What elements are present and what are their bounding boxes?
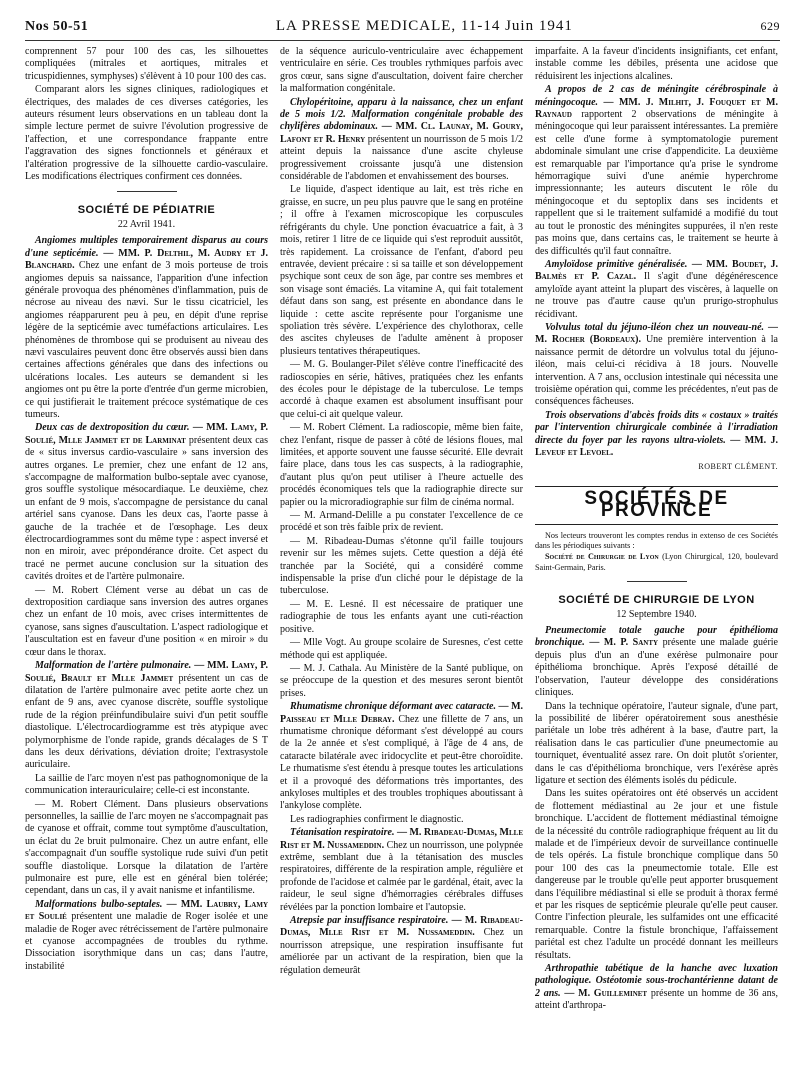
- entry-title: Arthropathie tabétique de la hanche avec luxation pathologique. Ostéotomie sous-trochantérienne datant de 2 ans.: [535, 963, 778, 999]
- entry: [280, 701, 523, 813]
- entry: [280, 915, 523, 977]
- entry-title: Malformations bulbo-septales.: [35, 898, 163, 910]
- entry-text: rapportent 2 observations de méningite à méningocoque qui leur paraissent intéressantes. La première est celle d'une forme à symptomatologie purement abdominale simulant une crise d'appendicite. La deuxième est remarquable par l'importance qu'a prise le syndrome hémorragique suivi d'une anémie hyperchrome impressionnante; les auteurs discutent le rôle du méningocoque et du septoplix dans ses incidents et rappellent que si le traitement sulfamidé a modifié du tout au tout le pronostic des méningites suppurées, il n'en reste pas moins que, dans certains cas, le traitement se heurte à des difficultés qu'il faut connaître.: [535, 109, 778, 257]
- entry-authors: — MM. J. Leveuf et Levoel.: [535, 434, 778, 458]
- entry-title: Deux cas de dextroposition du cœur.: [35, 422, 190, 434]
- entry: [25, 660, 268, 772]
- entry-text: présentent un cas de dilatation de l'artère pulmonaire avec petite aorte chez un enfant de 9 ans, avec cyanose discrète, souffle systolique rude de la région préinfundibulaire suivi d'un petit souffle diastolique. L'électrocardiogramme est très atypique avec polymorphisme de l'onde rapide, grands décalages de S T dans les deux dérivations, déviation droite; l'extrasystole auriculaire.: [25, 672, 268, 771]
- entry-authors: — M. Paisseau et Mlle Debray.: [280, 701, 523, 725]
- entry-title: Volvulus total du jéjuno-iléon chez un nouveau-né.: [545, 321, 765, 333]
- entry: [535, 963, 778, 1013]
- comment: — M. G. Boulanger-Pilet s'élève contre l'inefficacité des radioscopies en série, hâtives, pratiquées chez les enfants des écoles pour le dépistage de la tuberculose. Le temps accordé à chaque examen est absolument insuffisant pour que celui-ci ait quelque valeur.: [280, 359, 523, 420]
- entry: [535, 322, 778, 409]
- column-1: [25, 46, 268, 1076]
- section-date: 12 Septembre 1940.: [616, 608, 697, 620]
- entry: [280, 97, 523, 184]
- entry-authors: — M. Guilleminet: [564, 987, 648, 999]
- page-number: 629: [760, 19, 780, 33]
- entry-title: Tétanisation respiratoire.: [290, 827, 395, 839]
- entry-authors: — M. Rocher (Bordeaux).: [535, 321, 778, 346]
- paragraph: de la séquence auriculo-ventriculaire avec échappement ventriculaire en série. Ces troubles rythmiques parfois avec gros cœur, sans signe d'auscultation, doivent faire chercher la malformation congénitale.: [280, 46, 523, 95]
- entry: [535, 84, 778, 258]
- entry-text: présente une malade guérie depuis plus d'un an d'une exérèse pulmonaire pour épithélioma bronchique. Après l'exposé détaillé de l'observation, l'auteur développe des considérations cliniques.: [535, 637, 778, 699]
- section-divider: [627, 581, 687, 582]
- entry-authors: — MM. J. Milhit, J. Fouquet et M. Raynaud: [535, 96, 778, 121]
- notice-detail: (Lyon Chirurgical, 120, boulevard Saint-Germain, Paris.: [535, 552, 778, 572]
- section-heading: SOCIÉTÉ DE PÉDIATRIE: [77, 204, 216, 217]
- entry-authors: — MM. Cl. Launay, M. Goury, Lafont et R. Henry: [280, 121, 523, 145]
- entry-text: Chez une enfant de 3 mois porteuse de trois angiomes depuis sa naissance, l'apparition d'une infection générale provoqua des phénomènes d'inflammation, puis de nécrose au niveau des nævi. Sur le tissu cicatriciel, les angiomes réapparurent peu à peu, en dépit d'une reprise légère de la septicémie avec tuméfactions articulaires. Les phénomènes de thrombose qui se produisent au niveau des nævi vasculaires peuvent donc être observés aussi bien dans certaines affections générales que dans des infections ou ulcérations locales. Les auteurs se demandent si les angiomes ont pu être la porte d'entrée d'un germe microbien, ce qui justifierait le traitement précoce systématique de ces tumeurs.: [25, 260, 268, 420]
- header-rule: [25, 40, 780, 41]
- notice: Nos lecteurs trouveront les comptes rendus in extenso de ces Sociétés dans les périodiques suivants :: [535, 530, 778, 551]
- notice-society: Société de Chirurgie de Lyon: [545, 552, 659, 562]
- entry-authors: — MM. Boudet, J. Balmès et P. Cazal.: [535, 258, 778, 283]
- entry: [280, 827, 523, 914]
- paragraph: Dans les suites opératoires ont été observés un accident de flottement médiastinal au 2e jour et une fistule bronchique. L'accident de flottement médiastinal témoigne de la nécessité du contrôle radiographique fréquent au lit du malade et de l'impérieux devoir de surveillance continuelle de tels opérés. La fistule bronchique complique dans 50 pour 100 des cas la pneumectomie totale. Elle est dangereuse par le trouble qu'elle peut apporter brusquement dans l'équilibre médiastinal si elle se produit à thorax fermé et par les risques de septicémie pleurale qu'elle peut causer. Contre l'infection pleurale, les sulfamides ont une efficacité remarquable. Contre la fistule bronchique, l'affaissement pariétal est chez l'adulte un procédé donnant les meilleurs résultats.: [535, 788, 778, 961]
- section-divider: [117, 191, 177, 192]
- entry: [25, 422, 268, 583]
- entry: [25, 899, 268, 973]
- paragraph: comprennent 57 pour 100 des cas, les silhouettes compliquées (mitrales et aortiques, mitrales et tricuspidiennes, symphyses) s'élèvent à 10 pour 100 des cas.: [25, 46, 268, 82]
- signature: ROBERT CLÉMENT.: [698, 462, 778, 472]
- entry: [25, 235, 268, 421]
- entry-title: Angiomes multiples temporairement disparus au cours d'une septicémie.: [25, 235, 268, 259]
- entry-text: présentent un nourrisson de 5 mois 1/2 atteint depuis la naissance d'une ascite chyleuse progressivement croissante jusqu'à une distension considérable de l'abdomen et envahissement des bourses.: [280, 133, 523, 183]
- comment: — M. J. Cathala. Au Ministère de la Santé publique, on se préoccupe de la question et des mesures seront bientôt prises.: [280, 662, 523, 699]
- journal-title: LA PRESSE MEDICALE, 11-14 Juin 1941: [275, 18, 573, 34]
- issue-number: Nos 50-51: [25, 19, 89, 34]
- entry-authors: — M. P. Santy: [589, 637, 659, 649]
- notice-periodical: [535, 552, 778, 573]
- paragraph: Le liquide, d'aspect identique au lait, est très riche en graisse, en sucre, un peu plus pauvre que le sang en protéine ; il offre à l'examen microscopique les corpuscules réfrigérants du chyle. Une ponction évacuatrice a fait, à 3 mois, retirer 1 litre de ce liquide qui s'est reproduit aussitôt, très rapidement. La croissance de l'enfant, d'abord peu entravée, devient précaire : si sa taille et son développement psychique sont ceux de son âge, par contre ses membres et son visage sont émaciés. La vitamine A, qui fait totalement défaut dans son sang, est présente en abondance dans le liquide : cette ascite représente pour l'organisme une spoliation très sévère. L'expérience des chylothorax, celle des ascites chyleuses de l'adulte amènent à proposer plusieurs tentatives thérapeutiques.: [280, 184, 523, 357]
- entry-title: Trois observations d'abcès froids dits « costaux » traités par l'intervention chirurgicale combinée à l'irradiation directe du foyer par les rayons ultra-violets.: [535, 409, 778, 446]
- entry-text: Chez une fillette de 7 ans, un rhumatisme chronique déformant s'est développé au cours de la 2e année et s'est compliqué, à l'âge de 4 ans, de cataracte bilatérale avec iridocyclite et peut-être choroïdite. Le rhumatisme s'est étendu à presque toutes les articulations et il a provoqué des déformations très importantes, des ankyloses multiples et des troubles trophiques aboutissant à l'ankylose complète.: [280, 713, 523, 812]
- paragraph: Les radiographies confirment le diagnostic.: [290, 813, 464, 825]
- entry-title: Chylopéritoine, apparu à la naissance, chez un enfant de 5 mois 1/2. Malformation congénitale probable des chylifères abdominaux.: [280, 96, 523, 133]
- section-date: 22 Avril 1941.: [117, 218, 176, 230]
- paragraph: imparfaite. A la faveur d'incidents insignifiants, cet enfant, instable comme les débiles, présenta une acidose que réduisirent les injections alcalines.: [535, 46, 778, 82]
- entry: [535, 259, 778, 321]
- comment: — M. Armand-Delille a pu constater l'excellence de ce procédé et son très faible prix de revient.: [280, 510, 523, 534]
- comment: — Mlle Vogt. Au groupe scolaire de Suresnes, c'est cette méthode qui est appliquée.: [280, 637, 523, 661]
- entry-authors: — M. Ribadeau-Dumas, Mlle Rist et M. Nussameddin.: [280, 827, 523, 851]
- entry-title: A propos de 2 cas de méningite cérébrospinale à méningocoque.: [535, 84, 778, 108]
- entry-text: présentent une maladie de Roger isolée et une maladie de Roger avec rétrécissement de l'artère pulmonaire et cyanose accompagnées de troubles du rythme. Dissociation isorythmique dans un cas; dans l'autre, instabilité: [25, 911, 268, 972]
- entry-text: présentent deux cas de « situs inversus cardio-vasculaire » sans inversion des autres organes. Le premier, chez une enfant de 12 ans, s'accompagne de malformation bulbo-septale avec cyanose, gros souffle systolique mésocardiaque. Le deuxième, chez un enfant de 9 mois, s'accompagne de persistance du canal artériel sans cyanose. Dans les deux cas, l'aorte passe à gauche de la trachée et de l'œsophage. Les deux électrocardiogrammes sont du même type : aspect inversé et non en miroir, avec prépondérance droite. Cet aspect du tracé ne permet aucune conclusion sur la situation des cavités droites et de l'artère pulmonaire.: [25, 434, 268, 583]
- entry-text: présente un homme de 36 ans, atteint d'arthropa-: [535, 987, 778, 1012]
- entry-text: Chez un nourrisson atrepsique, une respiration insuffisante fut améliorée par un activant de la respiration, bien que la régulation demeurât: [280, 927, 523, 976]
- column-3: [535, 46, 778, 1076]
- entry-title: Pneumectomie totale gauche pour épithélioma bronchique.: [535, 625, 778, 649]
- entry: [535, 625, 778, 699]
- banner-heading: SOCIÉTÉS DE PROVINCE: [535, 486, 778, 525]
- entry-text: Il s'agit d'une dégénérescence amyloïde ayant atteint la plupart des viscères, à laquelle on ne trouve pas d'autre cause qu'un prurigo-strophulus récidivant.: [535, 271, 778, 320]
- entry: [535, 410, 778, 460]
- comment: — M. Robert Clément. Dans plusieurs observations personnelles, la saillie de l'arc moyen ne s'accompagnait pas de cyanose et offrait, comme tout symptôme d'auscultation, un éclat du 2e bruit pulmonaire. Chez un autre enfant, elle s'accompagnait d'un souffle systolique rude suivi d'un petit souffle diastolique. Lorsque la dilatation de l'artère pulmonaire est pure, elle est en général bien tolérée; cependant, dans un cas, il y avait nanisme et infantilisme.: [25, 798, 268, 897]
- comment: — M. Robert Clément verse au débat un cas de dextroposition cardiaque sans inversion des autres organes chez un enfant de 10 mois, avec crises intermittentes de cyanose, sans signes d'auscultation. L'aspect radiologique et l'auscultation est en faveur d'une position « en miroir » du cœur dans le thorax.: [25, 584, 268, 658]
- entry-title: Atrepsie par insuffisance respiratoire.: [290, 915, 449, 927]
- column-2: [280, 46, 523, 1076]
- comment: — M. Robert Clément. La radioscopie, même bien faite, chez l'enfant, risque de passer à côté de lésions floues, mal limitées, et apporte souvent une fausse sécurité. Elle devrait faire place, dans tous les cas suspects, à la radiographie, d'autant plus qu'on peut utiliser à l'heure actuelle des procédés économiques tels que la radiographie directe sur papier ou la microradiographie sur film de cinéma normal.: [280, 422, 523, 508]
- comment: — M. E. Lesné. Il est nécessaire de pratiquer une radiographie de tous les enfants ayant une cuti-réaction positive.: [280, 598, 523, 635]
- comment: — M. Ribadeau-Dumas s'étonne qu'il faille toujours revenir sur les mêmes sujets. Cette question a déjà été tranchée par la Société, qui a considéré comme indispensable la prise d'un cliché pour le dépistage de la tuberculose.: [280, 535, 523, 597]
- entry-authors: — MM. Laubry, Lamy et Soulié: [25, 898, 268, 923]
- text-columns: [25, 46, 780, 1076]
- entry-authors: — MM. Lamy, P. Soulié, Brault et Mlle Jammet: [25, 660, 268, 684]
- paragraph: Dans la technique opératoire, l'auteur signale, d'une part, la possibilité de libérer opératoirement sous anesthésie pariétale un lobe très adhérent à la base, d'autre part, la réalisation dans le cas particulier d'une pneumectomie au tourniquet, éventualité assez rare. On doit plutôt s'orienter, dans le cas d'épithélioma bronchique, vers l'exérèse après ligature et section des éléments isolés du pédicule.: [535, 700, 778, 786]
- entry-title: Rhumatisme chronique déformant avec cataracte.: [290, 701, 496, 713]
- paragraph: La saillie de l'arc moyen n'est pas pathognomonique de la communication interauriculaire; celle-ci est inconstante.: [25, 772, 268, 797]
- section-heading: SOCIÉTÉ DE CHIRURGIE DE LYON: [558, 594, 755, 607]
- entry-authors: — M. Ribadeau-Dumas, Mlle Rist et M. Nussameddin.: [280, 915, 523, 939]
- running-header: [25, 0, 780, 36]
- entry-text: Chez un nourrisson, une polypnée extrême, semblant due à la tétanisation des muscles respiratoires, différente de la respiration ample, régulière et profonde de l'acidose et calmée par le gardénal, était, avec la raideur, le seul signe d'hémorragies cérébrales diffuses révélées par la ponction lombaire et l'autopsie.: [280, 839, 523, 913]
- entry-authors: — MM. Lamy, P. Soulié, Mlle Jammet et de Larminat: [25, 422, 268, 446]
- entry-text: Une première intervention à la naissance permit de détordre un volvulus total du jéjuno-iléon, mais celui-ci récidiva à 18 jours. Nouvelle intervention. A 7 ans, occlusion intestinale qui nécessita une troisième opération qui, comme les précédentes, n'eut pas de conséquences fâcheuses.: [535, 334, 778, 408]
- entry-title: Malformation de l'artère pulmonaire.: [35, 660, 192, 672]
- entry-title: Amyloïdose primitive généralisée.: [545, 258, 688, 270]
- paragraph: Comparant alors les signes cliniques, radiologiques et électriques, des malades de ces diverses catégories, les auteurs résument leurs observations en un tableau dont la simple lecture permet de suivre l'évolution progressive de l'affection, et une correspondance frappante entre l'aggravation des signes fonctionnels et généraux et l'altération progressive de la silhouette cardio-vasculaire. Les modifications électriques confirment ces données.: [25, 84, 268, 183]
- entry-authors: — MM. P. Delthil, M. Audry et J. Blanchard.: [25, 247, 268, 272]
